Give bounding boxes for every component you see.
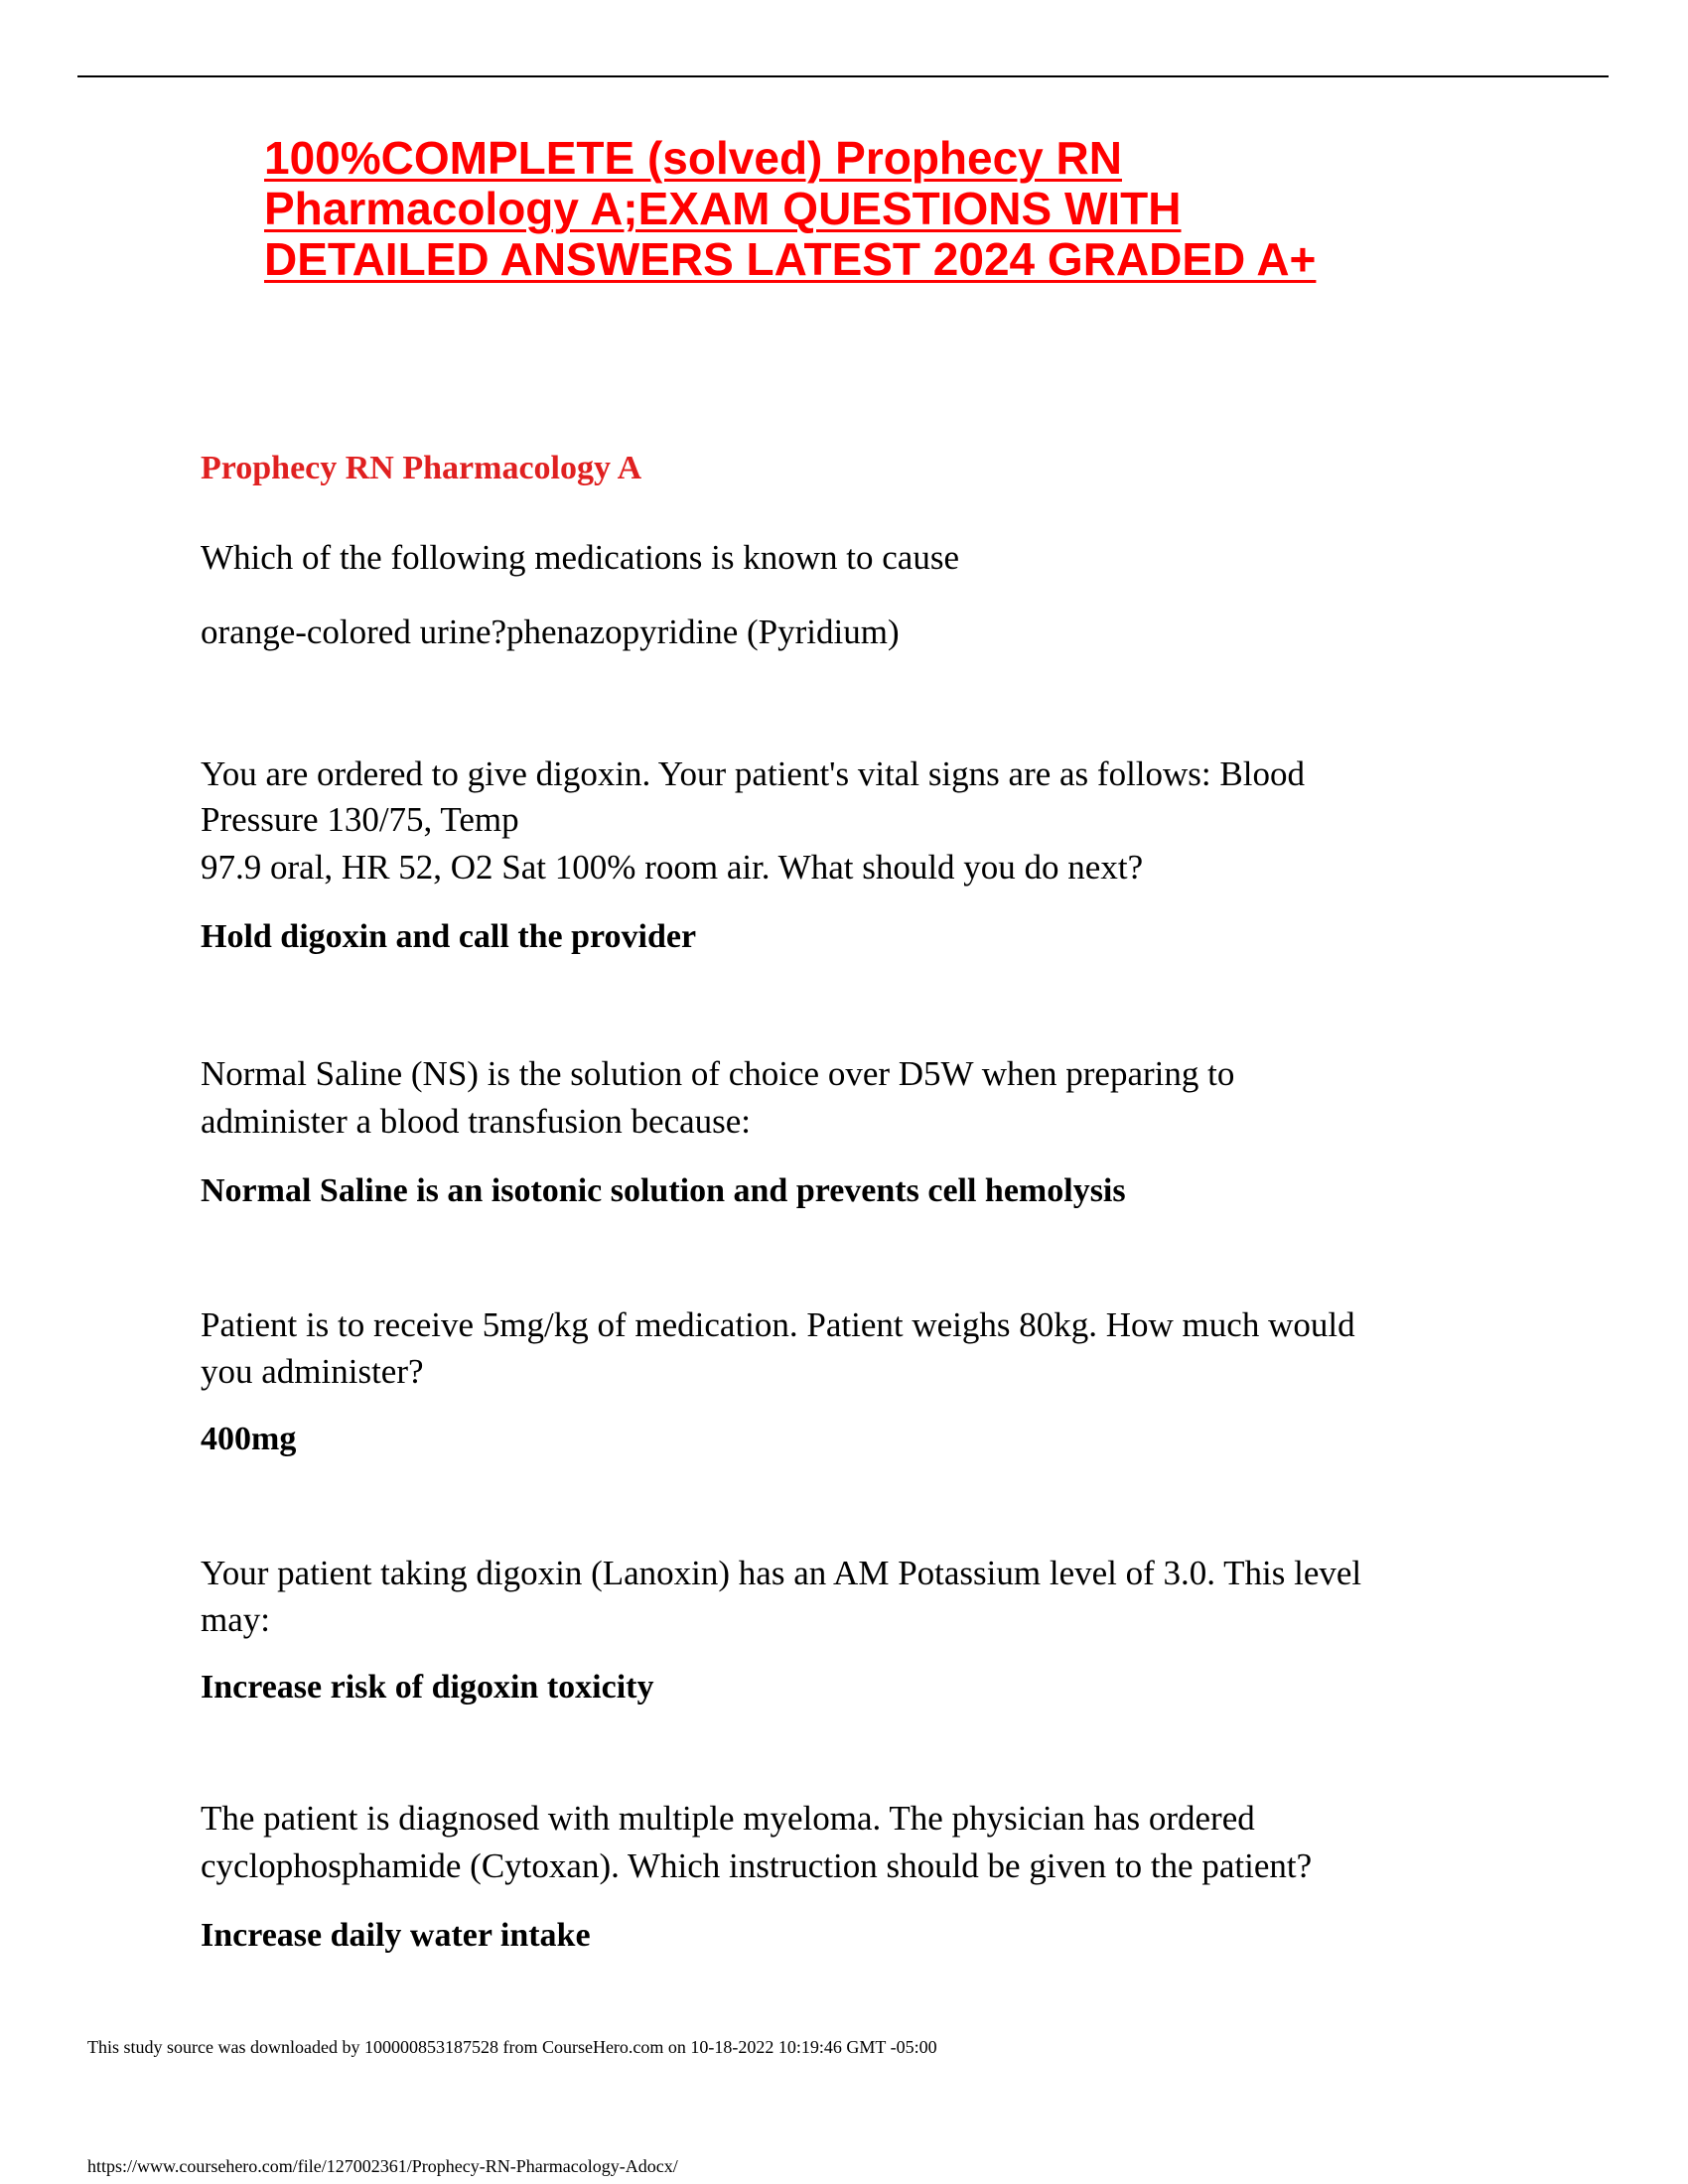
q4-line-2: you administer? <box>201 1352 424 1391</box>
top-rule <box>77 75 1609 77</box>
section-heading: Prophecy RN Pharmacology A <box>201 450 642 486</box>
q1-line-1: Which of the following medications is known to cause <box>201 538 960 577</box>
q4-answer: 400mg <box>201 1421 297 1457</box>
q3-answer: Normal Saline is an isotonic solution and prevents cell hemolysis <box>201 1172 1126 1209</box>
q6-line-1: The patient is diagnosed with multiple myeloma. The physician has ordered <box>201 1799 1255 1838</box>
q2-line-1: You are ordered to give digoxin. Your patient's vital signs are as follows: Blood <box>201 754 1305 793</box>
q1-line-2: orange-colored urine?phenazopyridine (Pyridium) <box>201 613 900 651</box>
download-source-note: This study source was downloaded by 100000853187528 from CourseHero.com on 10-18-2022 10:19:46 GMT -05:00 <box>87 2037 937 2057</box>
q6-line-2: cyclophosphamide (Cytoxan). Which instruction should be given to the patient? <box>201 1846 1313 1885</box>
q5-line-2: may: <box>201 1600 270 1639</box>
q5-answer: Increase risk of digoxin toxicity <box>201 1669 654 1706</box>
q3-line-2: administer a blood transfusion because: <box>201 1102 752 1141</box>
q2-line-2: Pressure 130/75, Temp <box>201 800 519 839</box>
q5-line-1: Your patient taking digoxin (Lanoxin) has an AM Potassium level of 3.0. This level <box>201 1554 1362 1592</box>
title-line-3: DETAILED ANSWERS LATEST 2024 GRADED A+ <box>264 233 1317 285</box>
title-line-2: Pharmacology A;EXAM QUESTIONS WITH <box>264 183 1182 234</box>
q2-answer: Hold digoxin and call the provider <box>201 918 697 955</box>
q6-answer: Increase daily water intake <box>201 1917 591 1954</box>
title-line-1: 100%COMPLETE (solved) Prophecy RN <box>264 132 1122 184</box>
q3-line-1: Normal Saline (NS) is the solution of choice over D5W when preparing to <box>201 1054 1235 1093</box>
source-url[interactable]: https://www.coursehero.com/file/127002361/Prophecy-RN-Pharmacology-Adocx/ <box>87 2156 678 2176</box>
q2-line-3: 97.9 oral, HR 52, O2 Sat 100% room air. What should you do next? <box>201 848 1144 887</box>
document-title <box>264 133 1535 285</box>
q4-line-1: Patient is to receive 5mg/kg of medication. Patient weighs 80kg. How much would <box>201 1305 1355 1344</box>
